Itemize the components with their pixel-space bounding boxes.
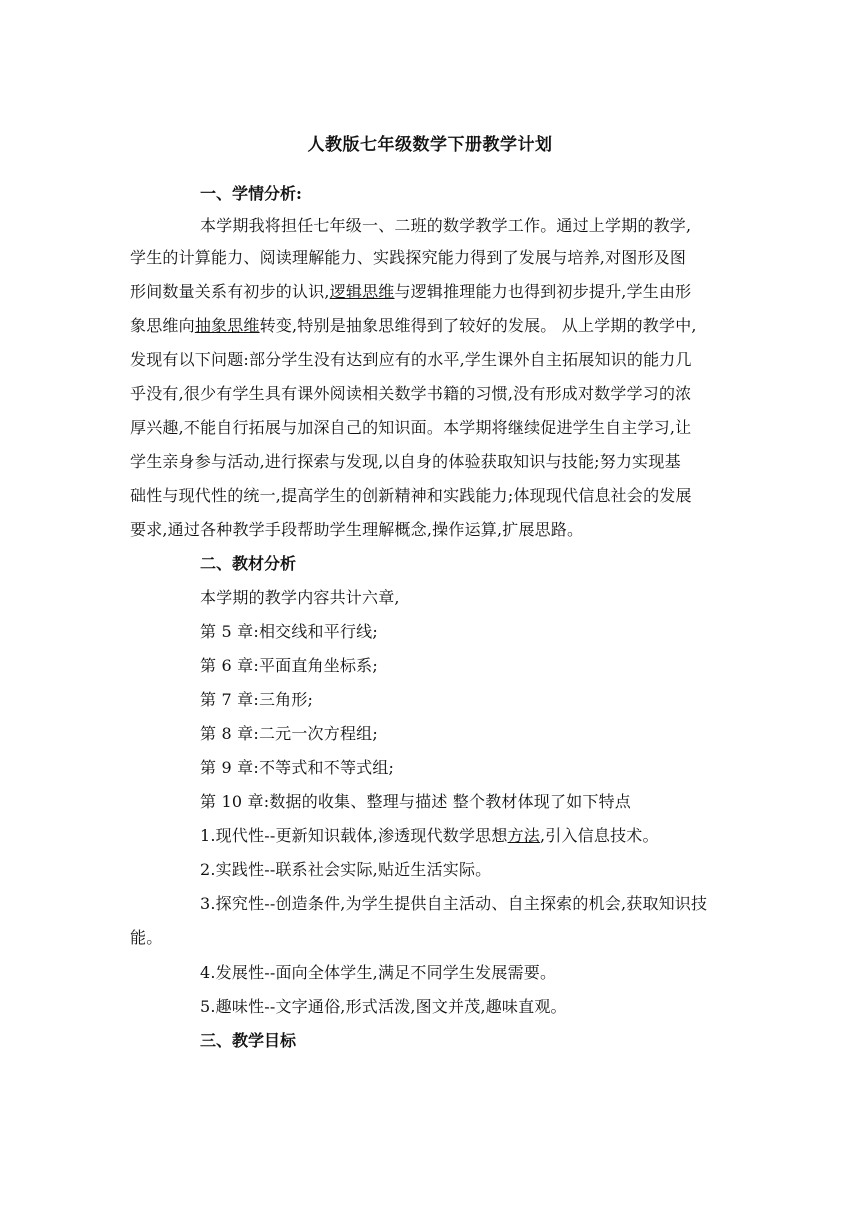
paragraph-line: 学生的计算能力、阅读理解能力、实践探究能力得到了发展与培养,对图形及图	[130, 248, 687, 267]
paragraph-line: 要求,通过各种教学手段帮助学生理解概念,操作运算,扩展思路。	[130, 520, 584, 539]
chapter-item: 第 9 章:不等式和不等式组;	[200, 758, 395, 777]
paragraph-line	[130, 279, 691, 302]
paragraph-line: 本学期我将担任七年级一、二班的数学教学工作。通过上学期的教学,	[200, 216, 692, 235]
feature-item: 5.趣味性--文字通俗,形式活泼,图文并茂,趣味直观。	[200, 997, 567, 1016]
materials-intro: 本学期的教学内容共计六章,	[200, 588, 400, 607]
paragraph-line: 乎没有,很少有学生具有课外阅读相关数学书籍的习惯,没有形成对数学学习的浓	[130, 384, 692, 403]
underlined-term: 方法	[507, 826, 540, 845]
chapter-item: 第 6 章:平面直角坐标系;	[200, 656, 378, 675]
paragraph-line: 发现有以下问题:部分学生没有达到应有的水平,学生课外自主拓展知识的能力几	[130, 350, 692, 369]
paragraph-line: 学生亲身参与活动,进行探索与发现,以自身的体验获取知识与技能;努力实现基	[130, 452, 681, 471]
text-span: 1.现代性--更新知识载体,渗透现代数学思想	[200, 826, 508, 845]
section-heading-2: 二、教材分析	[200, 554, 297, 573]
feature-item: 4.发展性--面向全体学生,满足不同学生发展需要。	[200, 963, 557, 982]
paragraph-line: 厚兴趣,不能自行拓展与加深自己的知识面。本学期将继续促进学生自主学习,让	[130, 418, 692, 437]
text-span: ,引入信息技术。	[539, 826, 659, 845]
section-heading-1: 一、学情分析:	[200, 184, 302, 203]
text-span: 与逻辑推理能力也得到初步提升,学生由形	[394, 282, 692, 301]
chapter-item: 第 5 章:相交线和平行线;	[200, 622, 378, 641]
text-span: 形间数量关系有初步的认识,	[130, 282, 330, 301]
feature-item: 3.探究性--创造条件,为学生提供自主活动、自主探索的机会,获取知识技	[200, 894, 708, 913]
section-heading-3: 三、教学目标	[200, 1031, 297, 1050]
feature-item: 2.实践性--联系社会实际,贴近生活实际。	[200, 860, 492, 879]
underlined-term: 抽象思维	[194, 316, 260, 335]
text-span: 转变,特别是抽象思维得到了较好的发展。 从上学期的教学中,	[259, 316, 697, 335]
chapter-item: 第 8 章:二元一次方程组;	[200, 724, 378, 743]
document-title: 人教版七年级数学下册教学计划	[307, 135, 553, 155]
text-span: 象思维向	[130, 316, 195, 335]
feature-item	[200, 823, 659, 846]
paragraph-line	[130, 313, 697, 336]
chapter-item: 第 7 章:三角形;	[200, 690, 314, 709]
paragraph-line: 础性与现代性的统一,提高学生的创新精神和实践能力;体现现代信息社会的发展	[130, 486, 692, 505]
feature-item-continued: 能。	[130, 928, 163, 947]
underlined-term: 逻辑思维	[329, 282, 395, 301]
chapter-item: 第 10 章:数据的收集、整理与描述 整个教材体现了如下特点	[200, 792, 632, 811]
